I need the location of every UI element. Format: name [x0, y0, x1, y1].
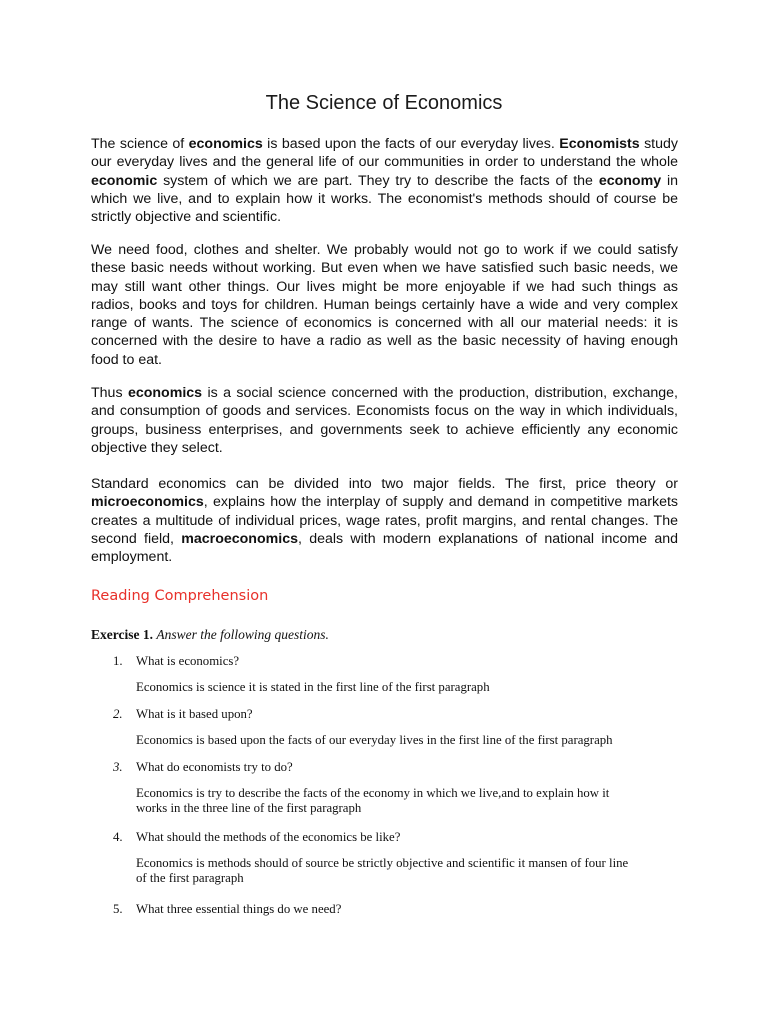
question-number: 4.	[113, 830, 123, 844]
question-number: 3.	[113, 760, 123, 774]
text-run: of course be strictly objective and scientific.	[91, 190, 678, 226]
text-run: changes. The second field,	[91, 512, 678, 547]
question-text: What do economists try to do?	[136, 760, 293, 774]
bold-term: microeconomics	[91, 494, 204, 511]
text-run: these basic needs without working. But even when we have satisfied such basic needs,	[91, 260, 655, 277]
text-run: The science of	[91, 136, 189, 152]
answer-text: Economics is based upon the facts of our everyday lives in the first line of the first paragraph	[136, 732, 613, 747]
question-item	[91, 654, 691, 695]
text-run: national income and employment.	[91, 530, 678, 566]
paragraph	[91, 475, 678, 566]
exercise-instruction: Answer the following questions.	[156, 627, 329, 642]
answer-text: Economics is try to describe the facts of the economy in which we live,and to explain how it works in the three line of the first paragraph	[136, 785, 610, 815]
text-run: which individuals, groups, business enterprises, and governments seek to achieve	[91, 403, 678, 438]
document-title: The Science of Economics	[265, 92, 503, 114]
question	[91, 760, 691, 776]
text-run: efficiently any economic objective they select.	[91, 421, 678, 456]
text-run: the whole	[616, 154, 678, 171]
text-run: complex range of wants. The science of economics is concerned with all our material	[91, 296, 678, 332]
text-run: study our everyday lives and the general life of our communities in order to understand	[91, 136, 678, 171]
text-run: Standard economics can be divided into two major fields. The first, price theory	[91, 476, 656, 492]
text-run: in which we live, and to explain how it works. The economist's methods should	[91, 172, 679, 207]
bold-term: Economists	[559, 136, 640, 152]
text-run: markets creates a multitude of individual prices, wage rates, profit margins, and rental	[91, 494, 678, 529]
exercise-label: Exercise 1.	[91, 627, 153, 642]
text-run: Thus	[91, 385, 128, 401]
question	[91, 830, 691, 846]
answer-text: Economics is methods should of source be strictly objective and scientific it mansen of four line of the first paragraph	[136, 855, 629, 885]
text-run: , explains how the interplay of supply and demand in competitive	[203, 494, 623, 511]
bold-term: economics	[188, 136, 263, 152]
bold-term: economics	[127, 385, 203, 401]
text-run: , deals with modern explanations of	[297, 530, 538, 547]
text-run: We need food, clothes and shelter. We probably would not go to work if we could satisfy	[91, 242, 678, 258]
exercise-header	[91, 627, 329, 643]
paragraph	[91, 135, 678, 226]
question	[91, 654, 691, 670]
question-item	[91, 707, 691, 748]
text-run: is based upon the facts of our everyday lives.	[262, 136, 560, 152]
question-item	[91, 902, 691, 918]
text-run: is a social science concerned with the production, distribution,	[202, 385, 608, 401]
text-run: needs: it is concerned with the desire to have a radio as well as the basic necessity of	[91, 315, 678, 350]
section-heading: Reading Comprehension	[91, 588, 269, 604]
text-run: as radios, books and toys for children. Human beings certainly have a wide and very	[91, 278, 678, 313]
question-text: What three essential things do we need?	[136, 902, 342, 916]
question-number: 2.	[113, 707, 123, 721]
text-run: having enough food to eat.	[91, 333, 678, 368]
bold-term: macroeconomics	[181, 530, 298, 547]
question-number: 5.	[113, 902, 123, 916]
answer-text: Economics is science it is stated in the first line of the first paragraph	[136, 679, 490, 694]
paragraph	[91, 384, 678, 457]
question-text: What is it based upon?	[136, 707, 253, 721]
question-item	[91, 830, 691, 887]
text-run: we may still want other things. Our lives might be more enjoyable if we had such things	[91, 260, 678, 295]
question-item	[91, 760, 691, 817]
paragraph	[91, 241, 678, 369]
text-run: system of which we are part. They try to describe the facts of the	[157, 172, 593, 189]
text-run: exchange, and consumption of goods and services. Economists focus on the way in	[91, 385, 678, 420]
bold-term: economy	[598, 172, 662, 189]
question	[91, 707, 691, 723]
question-number: 1.	[113, 654, 123, 668]
question-text: What should the methods of the economics be like?	[136, 830, 401, 844]
question-text: What is economics?	[136, 654, 240, 668]
text-run: or	[665, 476, 678, 492]
bold-term: economic	[91, 172, 158, 189]
question	[91, 902, 691, 918]
